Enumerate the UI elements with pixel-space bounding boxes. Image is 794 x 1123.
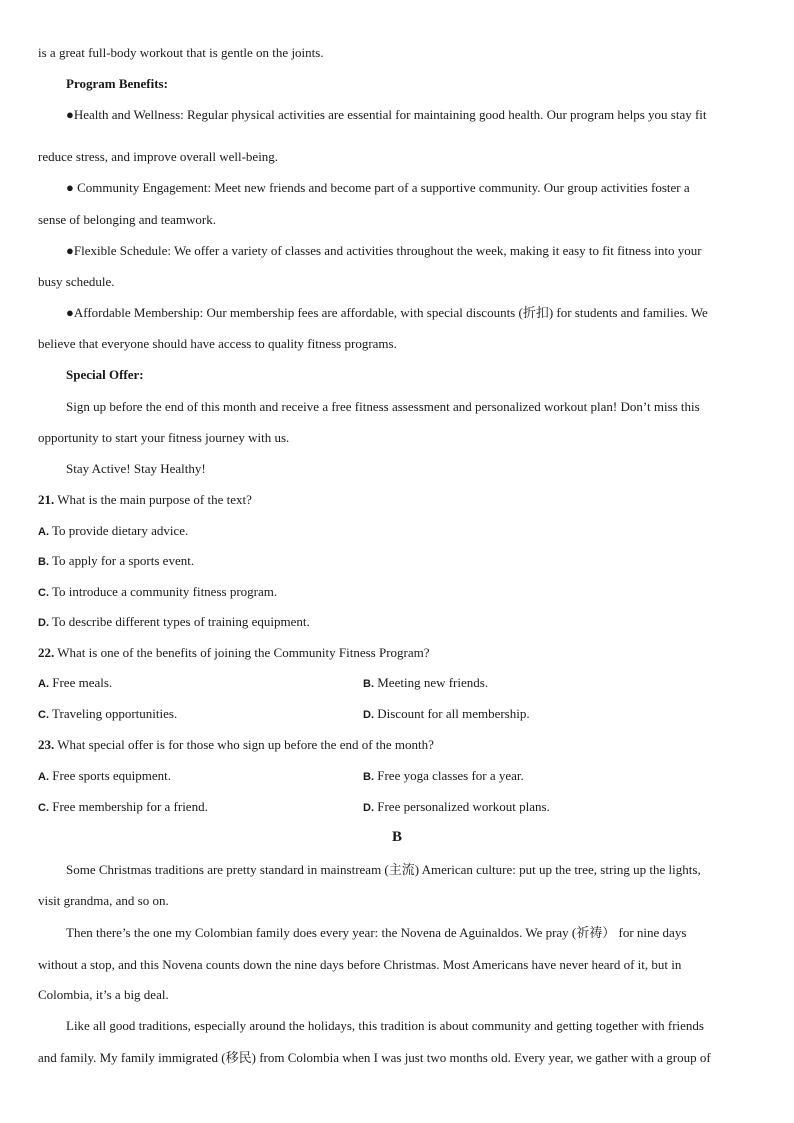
slogan: Stay Active! Stay Healthy!	[66, 461, 206, 476]
special-offer-heading: Special Offer:	[66, 367, 144, 382]
question-number: 23.	[38, 737, 55, 752]
option-23-c	[38, 799, 358, 816]
option-23-d	[363, 799, 758, 816]
passage-b-p1-line1: Some Christmas traditions are pretty standard in mainstream (主流) American culture: put up the tree, string up the lights,	[66, 862, 701, 877]
option-23-b	[363, 768, 758, 785]
option-22-b	[363, 675, 758, 692]
question-number: 22.	[38, 645, 55, 660]
option-text: Free yoga classes for a year.	[374, 768, 524, 783]
benefit-affordable-line1: ●Affordable Membership: Our membership fees are affordable, with special discounts (折扣) for students and families. We	[66, 305, 708, 320]
option-letter: C.	[38, 802, 49, 814]
passage-b-p3-line1: Like all good traditions, especially around the holidays, this tradition is about community and getting together with friends	[66, 1018, 704, 1033]
option-letter: B.	[363, 771, 374, 783]
question-text: What is the main purpose of the text?	[54, 492, 252, 507]
question-21	[38, 492, 758, 508]
special-offer-line1: Sign up before the end of this month and receive a free fitness assessment and personalized workout plan! Don’t miss this	[66, 399, 700, 414]
option-22-a	[38, 675, 358, 692]
option-text: Free sports equipment.	[49, 768, 172, 783]
passage-b-p2-line3: Colombia, it’s a big deal.	[38, 987, 169, 1002]
option-text: Free meals.	[49, 675, 113, 690]
benefit-flexible-line1: ●Flexible Schedule: We offer a variety of classes and activities throughout the week, making it easy to fit fitness into your	[66, 243, 702, 258]
benefit-community-line2: sense of belonging and teamwork.	[38, 212, 216, 227]
option-letter: D.	[363, 709, 374, 721]
benefit-affordable-line2: believe that everyone should have access to quality fitness programs.	[38, 336, 397, 351]
option-letter: A.	[38, 771, 49, 783]
benefits-heading: Program Benefits:	[66, 76, 168, 91]
benefit-health-line2: reduce stress, and improve overall well-being.	[38, 149, 279, 164]
passage-a-line: is a great full-body workout that is gentle on the joints.	[38, 45, 324, 60]
benefit-flexible-line2: busy schedule.	[38, 274, 115, 289]
option-21-c	[38, 584, 758, 601]
option-letter: D.	[38, 617, 49, 629]
question-number: 21.	[38, 492, 55, 507]
passage-b-p2-line1: Then there’s the one my Colombian family does every year: the Novena de Aguinaldos. We pray (祈祷） for nine days	[66, 925, 687, 940]
option-text: Traveling opportunities.	[49, 706, 178, 721]
option-letter: D.	[363, 802, 374, 814]
option-letter: B.	[363, 678, 374, 690]
option-text: To provide dietary advice.	[49, 523, 189, 538]
benefit-community-line1: ● Community Engagement: Meet new friends and become part of a supportive community. Our group activities foster a	[66, 180, 690, 195]
option-letter: C.	[38, 587, 49, 599]
option-text: To introduce a community fitness program.	[49, 584, 278, 599]
option-letter: C.	[38, 709, 49, 721]
option-text: Free personalized workout plans.	[374, 799, 550, 814]
option-letter: B.	[38, 556, 49, 568]
option-21-d	[38, 614, 758, 631]
question-text: What is one of the benefits of joining the Community Fitness Program?	[54, 645, 430, 660]
option-text: Free membership for a friend.	[49, 799, 208, 814]
question-22	[38, 645, 758, 661]
option-text: Discount for all membership.	[374, 706, 530, 721]
option-21-b	[38, 553, 758, 570]
special-offer-line2: opportunity to start your fitness journey with us.	[38, 430, 290, 445]
option-text: To apply for a sports event.	[49, 553, 195, 568]
passage-b-p2-line2: without a stop, and this Novena counts down the nine days before Christmas. Most Americans have never heard of it, but in	[38, 957, 682, 972]
question-23	[38, 737, 758, 753]
option-letter: A.	[38, 526, 49, 538]
benefit-health-line1: ●Health and Wellness: Regular physical activities are essential for maintaining good health. Our program helps you stay fit	[66, 107, 707, 122]
option-22-c	[38, 706, 358, 723]
option-21-a	[38, 523, 758, 540]
section-b-heading: B	[391, 829, 402, 845]
option-text: Meeting new friends.	[374, 675, 489, 690]
question-text: What special offer is for those who sign up before the end of the month?	[54, 737, 434, 752]
option-letter: A.	[38, 678, 49, 690]
option-text: To describe different types of training equipment.	[49, 614, 310, 629]
passage-b-p1-line2: visit grandma, and so on.	[38, 893, 169, 908]
option-22-d	[363, 706, 758, 723]
option-23-a	[38, 768, 358, 785]
passage-b-p3-line2: and family. My family immigrated (移民) from Colombia when I was just two months old. Every year, we gather with a group of	[38, 1050, 711, 1065]
